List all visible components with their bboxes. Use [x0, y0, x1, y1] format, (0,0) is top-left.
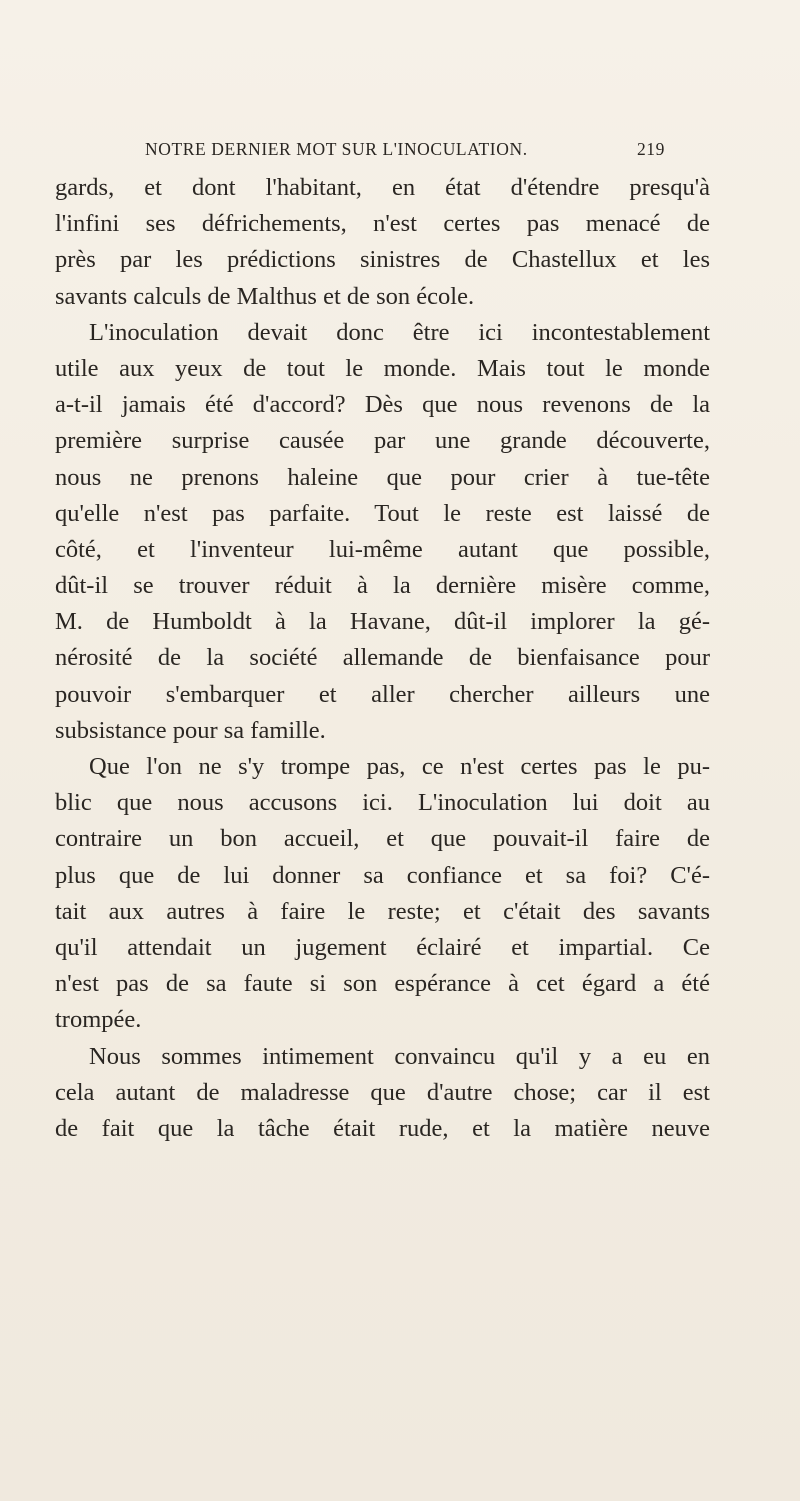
text-line: savants calculs de Malthus et de son école. [55, 282, 475, 310]
text-line: contraire un bon accueil, et que pouvait-il faire de [55, 825, 710, 853]
text-line: utile aux yeux de tout le monde. Mais tout le monde [55, 354, 710, 382]
text-line: Que l'on ne s'y trompe pas, ce n'est certes pas le pu- [89, 753, 710, 780]
text-line: cela autant de maladresse que d'autre chose; car il est [55, 1078, 710, 1106]
text-line: L'inoculation devait donc être ici incontestablement [89, 318, 710, 346]
text-line: dût-il se trouver réduit à la dernière misère comme, [55, 572, 710, 600]
text-line: nous ne prenons haleine que pour crier à tue-tête [55, 463, 710, 491]
text-line: côté, et l'inventeur lui-même autant que possible, [55, 535, 710, 563]
body-text [55, 170, 710, 1147]
text-line: qu'elle n'est pas parfaite. Tout le reste est laissé de [55, 499, 710, 527]
text-line: trompée. [55, 1006, 142, 1034]
text-line: Nous sommes intimement convaincu qu'il y a eu en [89, 1042, 710, 1070]
text-line: qu'il attendait un jugement éclairé et impartial. Ce [55, 933, 710, 961]
running-head-title: NOTRE DERNIER MOT SUR L'INOCULATION. [145, 139, 528, 159]
text-line: plus que de lui donner sa confiance et sa foi? C'é- [55, 861, 710, 889]
text-line: blic que nous accusons ici. L'inoculation lui doit au [55, 789, 710, 817]
text-line: pouvoir s'embarquer et aller chercher ailleurs une [55, 680, 710, 708]
text-line: près par les prédictions sinistres de Chastellux et les [55, 246, 710, 274]
text-line: l'infini ses défrichements, n'est certes pas menacé de [55, 210, 710, 238]
text-line: subsistance pour sa famille. [55, 716, 326, 744]
text-line: n'est pas de sa faute si son espérance à cet égard a été [55, 970, 710, 998]
text-line: nérosité de la société allemande de bienfaisance pour [55, 644, 710, 672]
page-number: 219 [636, 139, 665, 159]
running-head [145, 136, 665, 162]
text-line: gards, et dont l'habitant, en état d'étendre presqu'à [55, 174, 710, 201]
text-line: a-t-il jamais été d'accord? Dès que nous revenons de la [55, 391, 710, 419]
text-line: première surprise causée par une grande découverte, [55, 427, 710, 455]
text-line: tait aux autres à faire le reste; et c'était des savants [55, 897, 710, 925]
text-line: M. de Humboldt à la Havane, dût-il implorer la gé- [55, 608, 710, 636]
text-line: de fait que la tâche était rude, et la matière neuve [55, 1114, 710, 1142]
